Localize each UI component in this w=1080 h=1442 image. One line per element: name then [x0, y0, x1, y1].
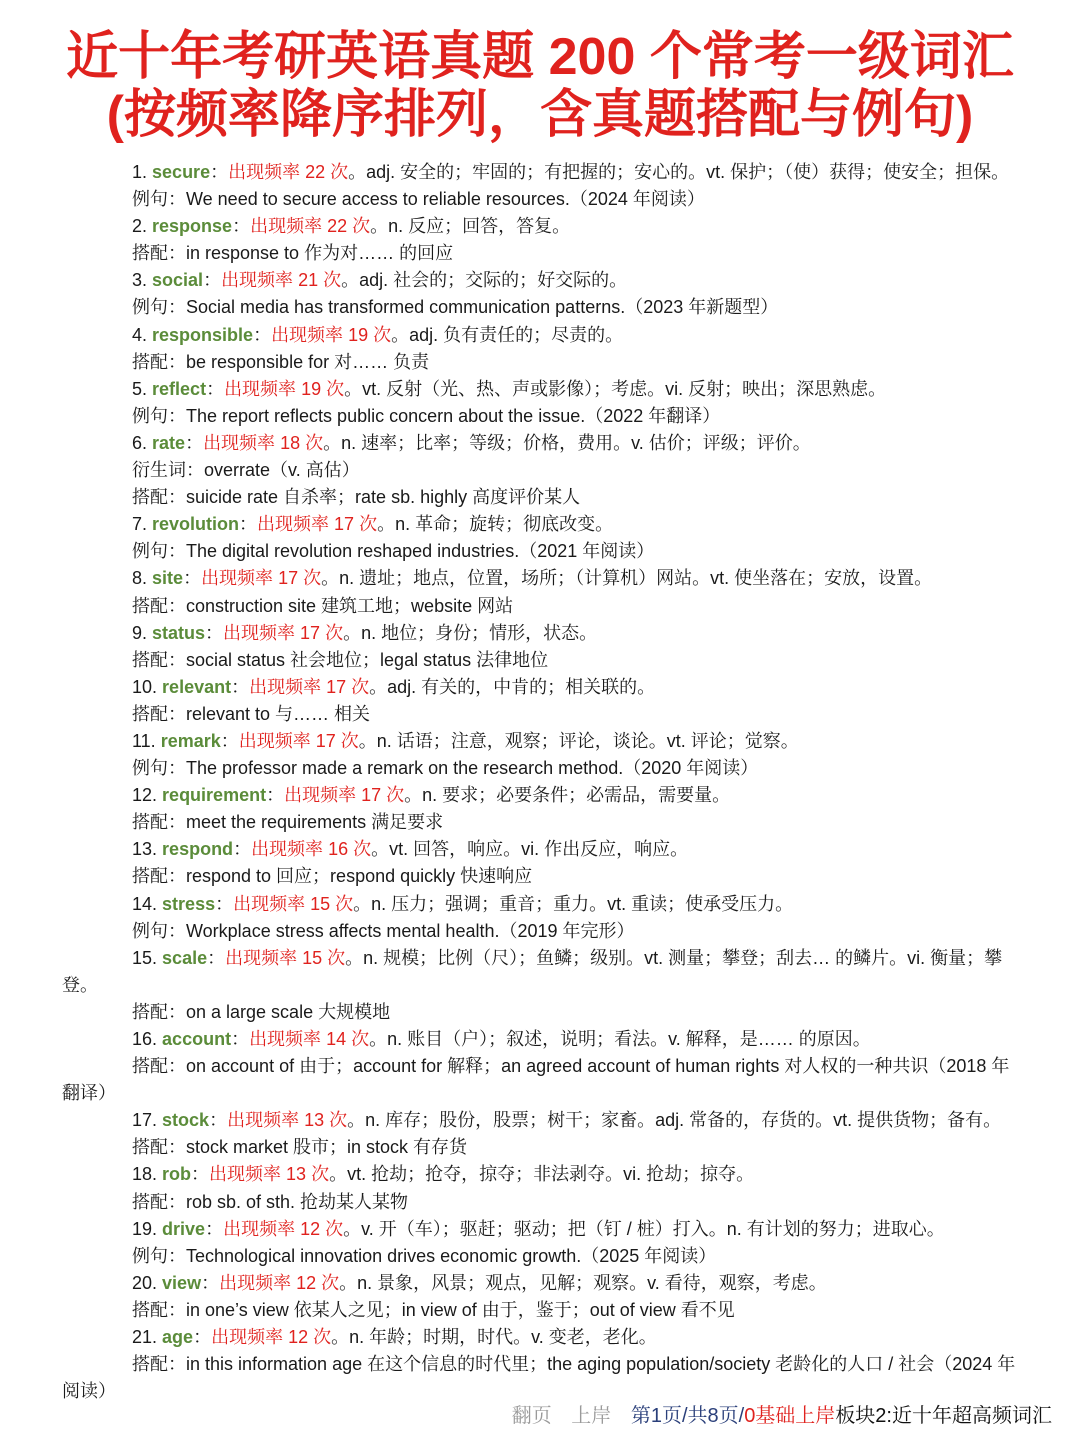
detail-text: overrate（v. 高估）: [204, 460, 360, 481]
entry-word: stock: [162, 1110, 210, 1131]
detail-label: 搭配：: [132, 1137, 186, 1158]
entry-word: rate: [152, 432, 186, 453]
detail-label: 搭配：: [132, 595, 186, 616]
brand-label: 上岸: [571, 1405, 612, 1427]
detail-text: meet the requirements 满足要求: [186, 812, 444, 833]
entry-frequency: 出现频率 14 次: [249, 1029, 370, 1049]
detail-text: Technological innovation drives economic growth.（2025 年阅读）: [186, 1245, 717, 1266]
entry-frequency: 出现频率 17 次: [249, 676, 370, 697]
entry-number: 12.: [132, 785, 158, 806]
detail-text: social status 社会地位；legal status 法律地位: [186, 649, 549, 670]
entry-headline: 20. view：出现频率 12 次。n. 景象，风景；观点，见解；观察。v. 看待，观察，考虑。: [132, 1272, 827, 1293]
entry-definition: 。n. 要求；必要条件；必需品，需要量。: [404, 785, 731, 806]
entry-definition: 。vt. 抢劫；抢夺，掠夺；非法剥夺。vi. 抢劫；掠夺。: [329, 1164, 755, 1185]
page-title: [0, 28, 1080, 144]
detail-label: 搭配：: [132, 703, 186, 724]
detail-label: 搭配：: [132, 866, 186, 887]
entry-definition: 。n. 规模；比例（尺）；鱼鳞；级别。vt. 测量；攀登；刮去… 的鳞片。vi. 衡量；攀登。: [62, 947, 1003, 995]
detail-text: We need to secure access to reliable resources.（2024 年阅读）: [186, 189, 705, 210]
entry-definition: 。n. 遗址；地点，位置，场所；（计算机）网站。vt. 使坐落在；安放，设置。: [321, 568, 933, 589]
entry-headline: 9. status：出现频率 17 次。n. 地位；身份；情形，状态。: [132, 622, 598, 643]
detail-label: 例句：: [132, 920, 186, 941]
detail-text: The report reflects public concern about the issue.（2022 年翻译）: [186, 405, 721, 426]
detail-text: Social media has transformed communication patterns.（2023 年新题型）: [186, 297, 779, 318]
detail-text: relevant to 与…… 相关: [186, 703, 371, 724]
entry-detail: [62, 538, 1020, 565]
entry-definition: 。adj. 负有责任的；尽责的。: [391, 324, 624, 345]
entry-number: 7.: [132, 514, 148, 535]
entry-definition: 。n. 反应；回答，答复。: [370, 216, 571, 237]
detail-text: rob sb. of sth. 抢劫某人某物: [186, 1191, 409, 1212]
detail-label: 例句：: [132, 297, 186, 318]
entry-detail: [62, 403, 1020, 430]
entry-detail: [62, 1351, 1020, 1405]
page-footer: [512, 1399, 1052, 1428]
entry-frequency: 出现频率 13 次: [227, 1110, 348, 1131]
entry-definition: 。adj. 有关的，中肯的；相关联的。: [369, 676, 656, 697]
entry-frequency: 出现频率 21 次: [221, 270, 342, 291]
entry-number: 15.: [132, 947, 158, 968]
vocabulary-list: [62, 159, 1020, 1405]
entry-number: 13.: [132, 839, 158, 860]
entry-headline: 6. rate：出现频率 18 次。n. 速率；比率；等级；价格，费用。v. 估价；评级；评价。: [132, 432, 811, 453]
detail-text: The digital revolution reshaped industries.（2021 年阅读）: [186, 541, 655, 562]
entry-headline: 5. reflect：出现频率 19 次。vt. 反射（光、热、声或影像）；考虑。vi. 反射；映出；深思熟虑。: [132, 378, 887, 399]
entry-definition: 。n. 账目（户）；叙述，说明；看法。v. 解释，是…… 的原因。: [369, 1029, 871, 1049]
title-line-2: (按频率降序排列，含真题搭配与例句): [106, 86, 974, 144]
page-indicator: 第1页/共8页/: [630, 1405, 745, 1427]
entry-word: status: [152, 622, 206, 643]
detail-label: 搭配：: [132, 812, 186, 833]
entry-frequency: 出现频率 17 次: [201, 568, 322, 589]
entry-frequency: 出现频率 15 次: [233, 893, 354, 914]
entry-definition: 。n. 革命；旋转；彻底改变。: [377, 514, 614, 535]
detail-text: respond to 回应；respond quickly 快速响应: [186, 866, 533, 887]
detail-text: be responsible for 对…… 负责: [186, 351, 430, 372]
detail-text: in one’s view 依某人之见；in view of 由于，鉴于；out of view 看不见: [186, 1299, 735, 1320]
series-label: 0基础上岸: [744, 1405, 836, 1427]
entry-number: 10.: [132, 676, 158, 697]
entry-detail: [62, 294, 1020, 321]
entry-detail: [62, 999, 1020, 1026]
entry-headline: 14. stress：出现频率 15 次。n. 压力；强调；重音；重力。vt. 重读；使承受压力。: [132, 893, 794, 914]
entry-definition: 。adj. 安全的；牢固的；有把握的；安心的。vt. 保护；（使）获得；使安全；担保。: [348, 162, 1010, 182]
entry-detail: [62, 1053, 1020, 1107]
flip-page-button[interactable]: 翻页: [511, 1405, 552, 1427]
entry-definition: 。vt. 回答，响应。vi. 作出反应，响应。: [371, 839, 689, 860]
entry-headline: 13. respond：出现频率 16 次。vt. 回答，响应。vi. 作出反应，响应。: [132, 839, 689, 860]
detail-label: 衍生词：: [132, 460, 204, 481]
entry-headline: 1. secure：出现频率 22 次。adj. 安全的；牢固的；有把握的；安心的。vt. 保护；（使）获得；使安全；担保。: [132, 162, 1010, 182]
entry-number: 20.: [132, 1272, 158, 1293]
entry-word: secure: [152, 162, 211, 182]
entry-word: scale: [162, 947, 208, 968]
detail-text: on a large scale 大规模地: [186, 1001, 391, 1022]
entry-frequency: 出现频率 12 次: [219, 1272, 340, 1293]
entry-headline: 2. response：出现频率 22 次。n. 反应；回答，答复。: [132, 216, 571, 237]
entry-number: 9.: [132, 622, 148, 643]
entry-word: view: [162, 1272, 202, 1293]
entry-number: 4.: [132, 324, 148, 345]
entry-headline: 19. drive：出现频率 12 次。v. 开（车）；驱赶；驱动；把（钉 / 桩）打入。n. 有计划的努力；进取心。: [132, 1218, 945, 1239]
entry-word: reflect: [152, 378, 207, 399]
detail-label: 例句：: [132, 189, 186, 210]
entry-detail: [62, 1134, 1020, 1161]
entry-frequency: 出现频率 19 次: [271, 324, 392, 345]
entry-detail: [62, 701, 1020, 728]
entry-word: site: [152, 568, 184, 589]
entry-frequency: 出现频率 15 次: [225, 947, 346, 968]
entry-word: rob: [162, 1164, 192, 1185]
entry-definition: 。vt. 反射（光、热、声或影像）；考虑。vi. 反射；映出；深思熟虑。: [344, 378, 887, 399]
entry-number: 19.: [132, 1218, 158, 1239]
entry-definition: 。n. 景象，风景；观点，见解；观察。v. 看待，观察，考虑。: [339, 1272, 827, 1293]
entry-definition: 。n. 话语；注意，观察；评论，谈论。vt. 评论；觉察。: [358, 730, 799, 751]
detail-label: 搭配：: [132, 1354, 186, 1375]
detail-label: 例句：: [132, 541, 186, 562]
entry-frequency: 出现频率 17 次: [223, 622, 344, 643]
detail-label: 搭配：: [132, 1056, 186, 1077]
entry-frequency: 出现频率 22 次: [250, 216, 371, 237]
detail-text: in response to 作为对…… 的回应: [186, 243, 454, 264]
entry-detail: [62, 349, 1020, 376]
entry-number: 8.: [132, 568, 148, 589]
entry-detail: [62, 240, 1020, 267]
entry-frequency: 出现频率 17 次: [238, 730, 359, 751]
detail-text: construction site 建筑工地；website 网站: [186, 595, 514, 616]
entry-frequency: 出现频率 19 次: [224, 378, 345, 399]
entry-detail: [62, 593, 1020, 620]
entry-definition: 。n. 压力；强调；重音；重力。vt. 重读；使承受压力。: [353, 893, 794, 914]
detail-text: suicide rate 自杀率；rate sb. highly 高度评价某人: [186, 487, 581, 508]
entry-number: 16.: [132, 1029, 158, 1049]
entry-detail: [62, 186, 1020, 213]
entry-number: 3.: [132, 270, 148, 291]
entry-frequency: 出现频率 22 次: [228, 162, 349, 182]
entry-number: 14.: [132, 893, 158, 914]
entry-word: stress: [162, 893, 216, 914]
entry-headline: 4. responsible：出现频率 19 次。adj. 负有责任的；尽责的。: [132, 324, 624, 345]
entry-number: 18.: [132, 1164, 158, 1185]
detail-text: Workplace stress affects mental health.（2019 年完形）: [186, 920, 635, 941]
detail-label: 例句：: [132, 1245, 186, 1266]
entry-headline: 3. social：出现频率 21 次。adj. 社会的；交际的；好交际的。: [132, 270, 628, 291]
entry-word: response: [152, 216, 233, 237]
entry-number: 11.: [132, 730, 156, 751]
entry-headline: 17. stock：出现频率 13 次。n. 库存；股份，股票；树干；家畜。adj. 常备的，存货的。vt. 提供货物；备有。: [132, 1110, 1002, 1131]
detail-label: 搭配：: [132, 1001, 186, 1022]
entry-frequency: 出现频率 12 次: [223, 1218, 344, 1239]
entry-detail: [62, 1243, 1020, 1270]
entry-number: 21.: [132, 1327, 158, 1348]
entry-number: 2.: [132, 216, 148, 237]
entry-frequency: 出现频率 18 次: [203, 432, 324, 453]
detail-label: 搭配：: [132, 649, 186, 670]
entry-headline: 16. account：出现频率 14 次。n. 账目（户）；叙述，说明；看法。v. 解释，是…… 的原因。: [132, 1029, 871, 1049]
entry-word: remark: [160, 730, 221, 751]
detail-label: 例句：: [132, 758, 186, 779]
detail-text: on account of 由于；account for 解释；an agreed account of human rights 对人权的一种共识（2018 年翻译）: [62, 1056, 1010, 1104]
detail-text: stock market 股市；in stock 有存货: [186, 1137, 468, 1158]
entry-detail: [62, 647, 1020, 674]
entry-word: respond: [162, 839, 234, 860]
detail-text: in this information age 在这个信息的时代里；the aging population/society 老龄化的人口 / 社会（2024 年阅读）: [62, 1354, 1016, 1402]
entry-headline: 7. revolution：出现频率 17 次。n. 革命；旋转；彻底改变。: [132, 514, 614, 535]
detail-label: 搭配：: [132, 1299, 186, 1320]
entry-headline: 18. rob：出现频率 13 次。vt. 抢劫；抢夺，掠夺；非法剥夺。vi. 抢劫；掠夺。: [132, 1164, 755, 1185]
entry-frequency: 出现频率 12 次: [211, 1327, 332, 1348]
entry-definition: 。n. 地位；身份；情形，状态。: [343, 622, 598, 643]
section-label: 板块2:近十年超高频词汇: [835, 1405, 1052, 1427]
entry-headline: 8. site：出现频率 17 次。n. 遗址；地点，位置，场所；（计算机）网站。vt. 使坐落在；安放，设置。: [132, 568, 933, 589]
entry-number: 1.: [132, 162, 148, 182]
entry-headline: 21. age：出现频率 12 次。n. 年龄；时期，时代。v. 变老，老化。: [132, 1327, 657, 1348]
detail-label: 例句：: [132, 405, 186, 426]
entry-number: 17.: [132, 1110, 158, 1131]
entry-frequency: 出现频率 13 次: [209, 1164, 330, 1185]
detail-label: 搭配：: [132, 487, 186, 508]
entry-word: account: [162, 1029, 232, 1049]
entry-definition: 。n. 库存；股份，股票；树干；家畜。adj. 常备的，存货的。vt. 提供货物；备有。: [347, 1110, 1002, 1131]
entry-frequency: 出现频率 17 次: [284, 785, 405, 806]
entry-definition: 。n. 速率；比率；等级；价格，费用。v. 估价；评级；评价。: [323, 432, 811, 453]
entry-frequency: 出现频率 16 次: [251, 839, 372, 860]
entry-word: drive: [162, 1218, 206, 1239]
entry-detail: [62, 755, 1020, 782]
entry-headline: 15. scale：出现频率 15 次。n. 规模；比例（尺）；鱼鳞；级别。vt. 测量；攀登；刮去… 的鳞片。vi. 衡量；攀登。: [62, 947, 1003, 995]
entry-headline: 11. remark：出现频率 17 次。n. 话语；注意，观察；评论，谈论。vt. 评论；觉察。: [132, 730, 799, 751]
entry-definition: 。v. 开（车）；驱赶；驱动；把（钉 / 桩）打入。n. 有计划的努力；进取心。: [343, 1218, 945, 1239]
detail-label: 搭配：: [132, 1191, 186, 1212]
entry-word: responsible: [152, 324, 254, 345]
entry-number: 6.: [132, 432, 148, 453]
entry-detail: [62, 457, 1020, 484]
entry-word: requirement: [162, 785, 267, 806]
entry-headline: 10. relevant：出现频率 17 次。adj. 有关的，中肯的；相关联的。: [132, 676, 656, 697]
entry-word: age: [162, 1327, 194, 1348]
entry-definition: 。n. 年龄；时期，时代。v. 变老，老化。: [331, 1327, 657, 1348]
entry-word: revolution: [152, 514, 240, 535]
entry-number: 5.: [132, 378, 148, 399]
entry-detail: [62, 1189, 1020, 1216]
detail-label: 搭配：: [132, 243, 186, 264]
entry-headline: 12. requirement：出现频率 17 次。n. 要求；必要条件；必需品，需要量。: [132, 785, 731, 806]
entry-word: relevant: [162, 676, 232, 697]
entry-detail: [62, 863, 1020, 890]
title-line-1: 近十年考研英语真题 200 个常考一级词汇: [66, 28, 1014, 86]
detail-text: The professor made a remark on the research method.（2020 年阅读）: [186, 758, 759, 779]
entry-word: social: [152, 270, 204, 291]
entry-detail: [62, 918, 1020, 945]
entry-detail: [62, 484, 1020, 511]
entry-definition: 。adj. 社会的；交际的；好交际的。: [341, 270, 628, 291]
entry-detail: [62, 809, 1020, 836]
detail-label: 搭配：: [132, 351, 186, 372]
entry-frequency: 出现频率 17 次: [257, 514, 378, 535]
entry-detail: [62, 1297, 1020, 1324]
